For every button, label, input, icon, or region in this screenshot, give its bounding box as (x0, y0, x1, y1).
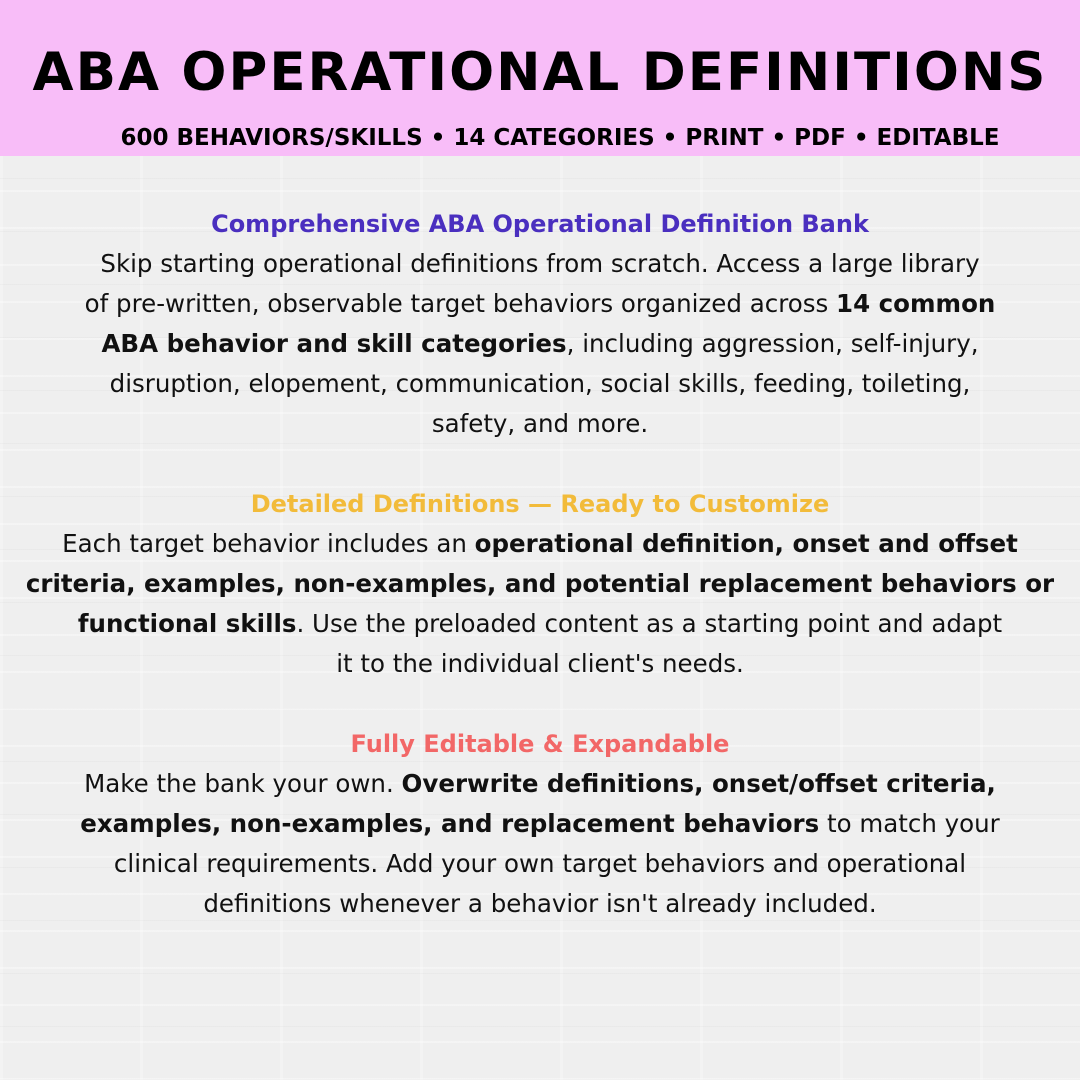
body-line: it to the individual client's needs. (336, 649, 744, 678)
body-line: Each target behavior includes an operational definition, onset and offset (62, 529, 1018, 558)
body-line: safety, and more. (431, 409, 649, 438)
section-body (5, 244, 1075, 444)
body-line: functional skills. Use the preloaded content as a starting point and adapt (77, 609, 1003, 638)
content-area (5, 204, 1075, 924)
page-title: ABA OPERATIONAL DEFINITIONS (32, 42, 1048, 103)
section-definition-bank (5, 204, 1075, 444)
body-line: examples, non-examples, and replacement behaviors to match your (80, 809, 1000, 838)
page-subtitle: 600 BEHAVIORS/SKILLS • 14 CATEGORIES • PRINT • PDF • EDITABLE (120, 125, 1000, 151)
section-detailed-definitions (5, 484, 1075, 684)
body-line: Skip starting operational definitions from scratch. Access a large library (100, 249, 980, 278)
body-line: definitions whenever a behavior isn't already included. (203, 889, 877, 918)
section-heading: Detailed Definitions — Ready to Customize (250, 490, 830, 518)
body-line: disruption, elopement, communication, social skills, feeding, toileting, (109, 369, 971, 398)
section-body (5, 524, 1075, 684)
body-line: of pre-written, observable target behaviors organized across 14 common (84, 289, 996, 318)
section-editable-expandable (5, 724, 1075, 924)
body-line: ABA behavior and skill categories, including aggression, self-injury, (101, 329, 979, 358)
body-line: criteria, examples, non-examples, and potential replacement behaviors or (25, 569, 1055, 598)
section-heading: Comprehensive ABA Operational Definition Bank (211, 210, 869, 238)
header-banner (0, 0, 1080, 156)
body-line: Make the bank your own. Overwrite definitions, onset/offset criteria, (84, 769, 996, 798)
body-line: clinical requirements. Add your own target behaviors and operational (113, 849, 967, 878)
section-body (5, 764, 1075, 924)
section-heading: Fully Editable & Expandable (350, 730, 730, 758)
